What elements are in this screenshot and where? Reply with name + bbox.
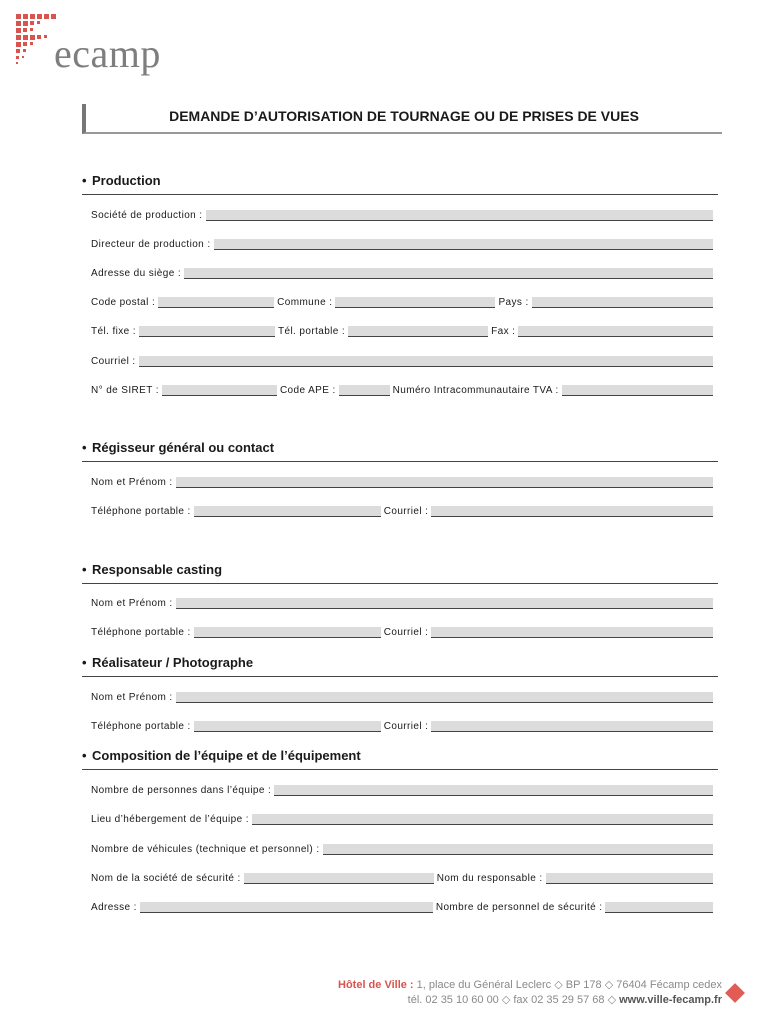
- nom-label: Nom et Prénom :: [91, 477, 173, 488]
- nom-label: Nom et Prénom :: [91, 692, 173, 703]
- row-adresse-siege: [91, 263, 713, 279]
- section-equipe: [82, 747, 718, 770]
- footer-line-1: [338, 978, 722, 993]
- tva-label: Numéro Intracommunautaire TVA :: [392, 385, 559, 396]
- tva-field[interactable]: [562, 385, 713, 396]
- row-nombre-personnes: [91, 780, 713, 796]
- nombre-personnes-label: Nombre de personnes dans l’équipe :: [91, 785, 272, 796]
- courriel-label: Courriel :: [383, 627, 429, 638]
- code-postal-label: Code postal :: [91, 297, 156, 308]
- row-regisseur-nom: [91, 472, 713, 488]
- bullet-icon: •: [82, 562, 87, 577]
- fecamp-logo: [14, 12, 174, 76]
- responsable-label: Nom du responsable :: [436, 873, 543, 884]
- vehicules-field[interactable]: [323, 844, 713, 855]
- bullet-icon: •: [82, 748, 87, 763]
- fax-label: Fax :: [491, 326, 516, 337]
- regisseur-nom-field[interactable]: [176, 477, 713, 488]
- lieu-hebergement-field[interactable]: [252, 814, 713, 825]
- casting-nom-field[interactable]: [176, 598, 713, 609]
- code-ape-label: Code APE :: [279, 385, 336, 396]
- lieu-hebergement-label: Lieu d’hébergement de l’équipe :: [91, 814, 249, 825]
- section-heading: Composition de l’équipe et de l’équipement: [92, 748, 361, 763]
- logo-dots-icon: [14, 12, 58, 70]
- section-heading: Régisseur général ou contact: [92, 440, 275, 455]
- bullet-icon: •: [82, 440, 87, 455]
- footer-hotel: Hôtel de Ville :: [338, 979, 414, 991]
- tel-fixe-field[interactable]: [139, 326, 275, 337]
- bullet-icon: •: [82, 655, 87, 670]
- vehicules-label: Nombre de véhicules (technique et personnel) :: [91, 844, 320, 855]
- societe-field[interactable]: [206, 210, 714, 221]
- courriel-label: Courriel :: [91, 356, 136, 367]
- footer-phone: tél. 02 35 10 60 00 ◇ fax 02 35 29 57 68 ◇: [407, 994, 617, 1006]
- row-securite: [91, 868, 713, 884]
- tel-fixe-label: Tél. fixe :: [91, 326, 136, 337]
- adresse-label: Adresse :: [91, 902, 137, 913]
- row-casting-nom: [91, 593, 713, 609]
- nombre-personnes-field[interactable]: [274, 785, 713, 796]
- courriel-field[interactable]: [139, 356, 713, 367]
- section-heading: Responsable casting: [92, 562, 223, 577]
- societe-label: Société de production :: [91, 210, 203, 221]
- section-casting: [82, 561, 718, 584]
- telephone-label: Téléphone portable :: [91, 721, 191, 732]
- section-heading: Réalisateur / Photographe: [92, 655, 254, 670]
- row-casting-telephone: [91, 622, 713, 638]
- adresse-siege-field[interactable]: [184, 268, 713, 279]
- row-regisseur-telephone: [91, 501, 713, 517]
- tel-portable-field[interactable]: [348, 326, 488, 337]
- row-directeur: [91, 234, 713, 250]
- footer-line-2: [338, 993, 722, 1008]
- logo-text: ecamp: [54, 31, 161, 76]
- regisseur-courriel-field[interactable]: [431, 506, 713, 517]
- pays-field[interactable]: [532, 297, 713, 308]
- commune-field[interactable]: [335, 297, 495, 308]
- bullet-icon: •: [82, 173, 87, 188]
- casting-telephone-field[interactable]: [194, 627, 381, 638]
- telephone-label: Téléphone portable :: [91, 506, 191, 517]
- diamond-icon: [725, 983, 745, 1003]
- section-production: [82, 172, 718, 195]
- footer-address: 1, place du Général Leclerc ◇ BP 178 ◇ 76404 Fécamp cedex: [416, 979, 722, 991]
- regisseur-telephone-field[interactable]: [194, 506, 381, 517]
- realisateur-telephone-field[interactable]: [194, 721, 381, 732]
- siret-field[interactable]: [162, 385, 277, 396]
- directeur-field[interactable]: [214, 239, 713, 250]
- adresse-securite-field[interactable]: [140, 902, 433, 913]
- responsable-field[interactable]: [546, 873, 713, 884]
- row-telephones: [91, 321, 713, 337]
- title-box: [82, 104, 722, 134]
- directeur-label: Directeur de production :: [91, 239, 211, 250]
- pays-label: Pays :: [498, 297, 529, 308]
- row-code-postal: [91, 292, 713, 308]
- section-regisseur: [82, 439, 718, 462]
- footer-website-link[interactable]: www.ville-fecamp.fr: [619, 994, 722, 1006]
- commune-label: Commune :: [277, 297, 333, 308]
- row-realisateur-telephone: [91, 716, 713, 732]
- code-postal-field[interactable]: [158, 297, 274, 308]
- row-adresse-securite: [91, 897, 713, 913]
- row-societe: [91, 205, 713, 221]
- courriel-label: Courriel :: [383, 506, 429, 517]
- page-title: DEMANDE D’AUTORISATION DE TOURNAGE OU DE PRISES DE VUES: [169, 108, 639, 124]
- row-realisateur-nom: [91, 687, 713, 703]
- fax-field[interactable]: [518, 326, 713, 337]
- personnel-securite-field[interactable]: [605, 902, 713, 913]
- realisateur-courriel-field[interactable]: [431, 721, 713, 732]
- row-courriel: [91, 351, 713, 367]
- societe-securite-label: Nom de la société de sécurité :: [91, 873, 241, 884]
- row-lieu-hebergement: [91, 809, 713, 825]
- adresse-siege-label: Adresse du siège :: [91, 268, 182, 279]
- section-heading: Production: [92, 173, 161, 188]
- courriel-label: Courriel :: [383, 721, 429, 732]
- nom-label: Nom et Prénom :: [91, 598, 173, 609]
- footer: [338, 978, 722, 1008]
- societe-securite-field[interactable]: [244, 873, 434, 884]
- casting-courriel-field[interactable]: [431, 627, 713, 638]
- row-vehicules: [91, 839, 713, 855]
- section-realisateur: [82, 654, 718, 677]
- realisateur-nom-field[interactable]: [176, 692, 713, 703]
- telephone-label: Téléphone portable :: [91, 627, 191, 638]
- tel-portable-label: Tél. portable :: [277, 326, 346, 337]
- code-ape-field[interactable]: [339, 385, 390, 396]
- personnel-securite-label: Nombre de personnel de sécurité :: [435, 902, 603, 913]
- row-siret: [91, 380, 713, 396]
- siret-label: N° de SIRET :: [91, 385, 159, 396]
